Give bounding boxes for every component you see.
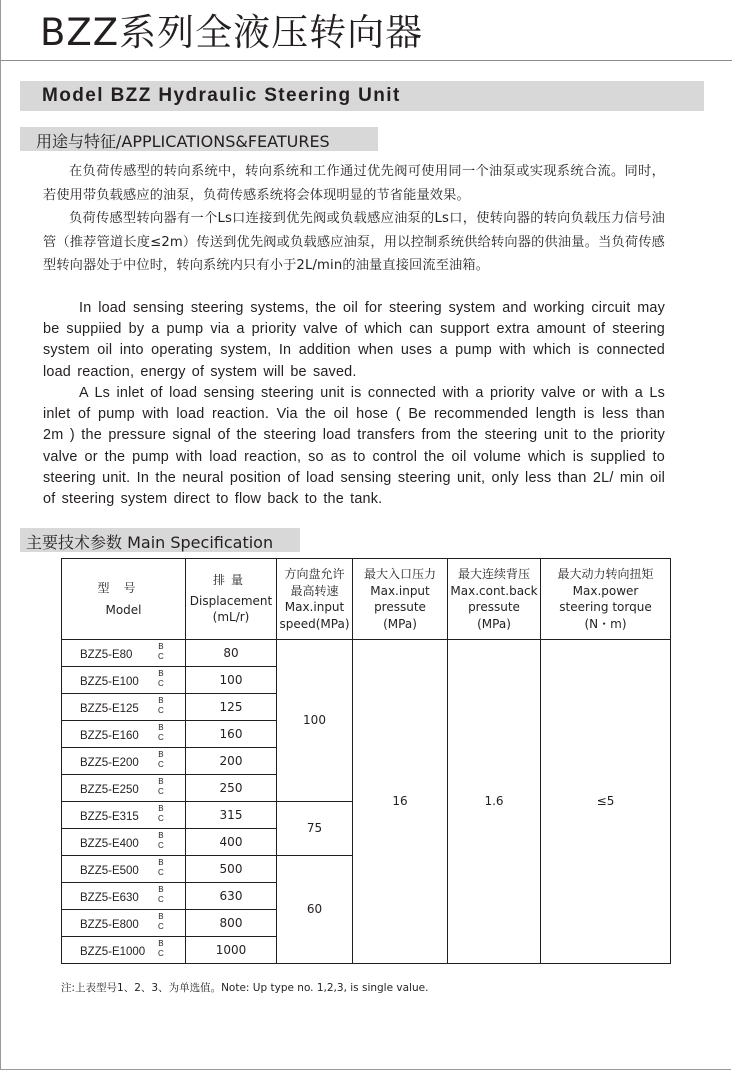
displacement-cell: 800 xyxy=(186,910,277,937)
speed-group-cell: 100 xyxy=(277,640,353,802)
model-name: BZZ5-E315 xyxy=(80,811,139,823)
spec-heading: 主要技术参数 Main Specification xyxy=(26,533,274,552)
variant-marker xyxy=(158,669,164,689)
variant-marker xyxy=(158,696,164,716)
model-name: BZZ5-E630 xyxy=(80,892,139,904)
variant-c-label: C xyxy=(158,922,164,931)
variant-marker xyxy=(158,777,164,797)
model-cell xyxy=(62,883,186,910)
model-name: BZZ5-E200 xyxy=(80,757,139,769)
model-cell xyxy=(62,829,186,856)
title-divider xyxy=(0,60,732,61)
model-cell xyxy=(62,937,186,964)
model-cell xyxy=(62,802,186,829)
model-cell xyxy=(62,640,186,667)
header-max-input-pressure: 最大入口压力 Max.input pressute (MPa) xyxy=(353,559,448,640)
model-cell xyxy=(62,748,186,775)
variant-b-label: B xyxy=(158,858,164,867)
variant-b-label: B xyxy=(158,804,164,813)
variant-b-label: B xyxy=(158,750,164,759)
displacement-cell: 160 xyxy=(186,721,277,748)
variant-c-label: C xyxy=(158,841,164,850)
displacement-cell: 125 xyxy=(186,694,277,721)
variant-marker xyxy=(158,642,164,662)
max-torque-cell: ≤5 xyxy=(541,640,671,964)
page-title: BZZ系列全液压转向器 xyxy=(40,11,424,54)
applications-cn-paragraph-1: 在负荷传感型的转向系统中，转向系统和工作通过优先阀可使用同一个油泵或实现系统合流。同时，若使用带负载感应的油泵，负荷传感系统将会体现明显的节省能量效果。 xyxy=(43,164,665,203)
spec-table xyxy=(61,558,671,964)
model-name: BZZ5-E400 xyxy=(80,838,139,850)
variant-c-label: C xyxy=(158,733,164,742)
spec-header-row xyxy=(62,559,671,640)
model-name: BZZ5-E800 xyxy=(80,919,139,931)
variant-c-label: C xyxy=(158,652,164,661)
model-name: BZZ5-E100 xyxy=(80,676,139,688)
model-cell xyxy=(62,667,186,694)
applications-en-paragraph-1: In load sensing steering systems, the oil for steering system and working circuit may be suppiied by a pump via a priority valve of which can support extra amount of steering system oil into operating system, In addition when uses a pump with which is connected load reaction, energy of system will be saved. xyxy=(43,300,665,380)
variant-b-label: B xyxy=(158,696,164,705)
model-title: Model BZZ Hydraulic Steering Unit xyxy=(42,85,401,106)
model-name: BZZ5-E250 xyxy=(80,784,139,796)
header-displacement: 排量 Displacement (mL/r) xyxy=(186,559,277,640)
model-name: BZZ5-E80 xyxy=(80,649,133,661)
header-max-torque: 最大动力转向扭矩 Max.power steering torque (N・m) xyxy=(541,559,671,640)
variant-marker xyxy=(158,723,164,743)
variant-marker xyxy=(158,912,164,932)
variant-b-label: B xyxy=(158,885,164,894)
variant-marker xyxy=(158,804,164,824)
variant-marker xyxy=(158,939,164,959)
variant-c-label: C xyxy=(158,814,164,823)
applications-en-paragraph-2: A Ls inlet of load sensing steering unit is connected with a priority valve or with a Ls inlet of pump with load reaction. Via the oil hose ( Be recommended length is less than 2m ) the pressure signal of the steering load transfers from the steering unit to the priority valve or the pump with load reaction, so as to control the oil volume which is supplied to steering unit. In the neural position of load sensing steering unit, only less than 2L/ min oil of steering system direct to flow back to the tank. xyxy=(43,385,665,508)
model-name: BZZ5-E500 xyxy=(80,865,139,877)
variant-b-label: B xyxy=(158,642,164,651)
variant-b-label: B xyxy=(158,831,164,840)
displacement-cell: 315 xyxy=(186,802,277,829)
model-cell xyxy=(62,721,186,748)
displacement-cell: 400 xyxy=(186,829,277,856)
speed-group-cell: 60 xyxy=(277,856,353,964)
variant-c-label: C xyxy=(158,949,164,958)
variant-marker xyxy=(158,858,164,878)
header-max-input-speed: 方向盘允许 最高转速 Max.input speed(MPa) xyxy=(277,559,353,640)
variant-c-label: C xyxy=(158,895,164,904)
variant-c-label: C xyxy=(158,760,164,769)
variant-b-label: B xyxy=(158,939,164,948)
model-title-bar xyxy=(20,81,704,111)
header-max-back-pressure: 最大连续背压 Max.cont.back pressute (MPa) xyxy=(448,559,541,640)
displacement-cell: 630 xyxy=(186,883,277,910)
model-name: BZZ5-E160 xyxy=(80,730,139,742)
variant-c-label: C xyxy=(158,679,164,688)
variant-b-label: B xyxy=(158,669,164,678)
model-cell xyxy=(62,775,186,802)
displacement-cell: 200 xyxy=(186,748,277,775)
variant-b-label: B xyxy=(158,912,164,921)
table-footnote: 注:上表型号1、2、3、为单选值。Note: Up type no. 1,2,3, is single value. xyxy=(61,982,429,994)
header-model: 型号 Model xyxy=(62,559,186,640)
displacement-cell: 1000 xyxy=(186,937,277,964)
applications-cn-paragraph-2: 负荷传感型转向器有一个Ls口连接到优先阀或负载感应油泵的Ls口，使转向器的转向负载压力信号油管（推荐管道长度≤2m）传送到优先阀或负载感应油泵，用以控制系统供给转向器的供油量。当负荷传感型转向器处于中位时，转向系统内只有小于2L/min的油量直接回流至油箱。 xyxy=(43,211,665,273)
table-row xyxy=(62,640,671,667)
model-cell xyxy=(62,856,186,883)
displacement-cell: 500 xyxy=(186,856,277,883)
displacement-cell: 80 xyxy=(186,640,277,667)
variant-b-label: B xyxy=(158,723,164,732)
max-input-pressure-cell: 16 xyxy=(353,640,448,964)
variant-c-label: C xyxy=(158,868,164,877)
variant-marker xyxy=(158,750,164,770)
variant-marker xyxy=(158,831,164,851)
spec-heading-bar xyxy=(20,528,300,552)
applications-heading-bar xyxy=(20,127,378,151)
model-cell xyxy=(62,910,186,937)
model-name: BZZ5-E125 xyxy=(80,703,139,715)
variant-c-label: C xyxy=(158,787,164,796)
speed-group-cell: 75 xyxy=(277,802,353,856)
applications-heading: 用途与特征/APPLICATIONS&FEATURES xyxy=(36,132,330,151)
variant-marker xyxy=(158,885,164,905)
displacement-cell: 100 xyxy=(186,667,277,694)
model-cell xyxy=(62,694,186,721)
variant-b-label: B xyxy=(158,777,164,786)
max-back-pressure-cell: 1.6 xyxy=(448,640,541,964)
variant-c-label: C xyxy=(158,706,164,715)
model-name: BZZ5-E1000 xyxy=(80,946,146,958)
displacement-cell: 250 xyxy=(186,775,277,802)
